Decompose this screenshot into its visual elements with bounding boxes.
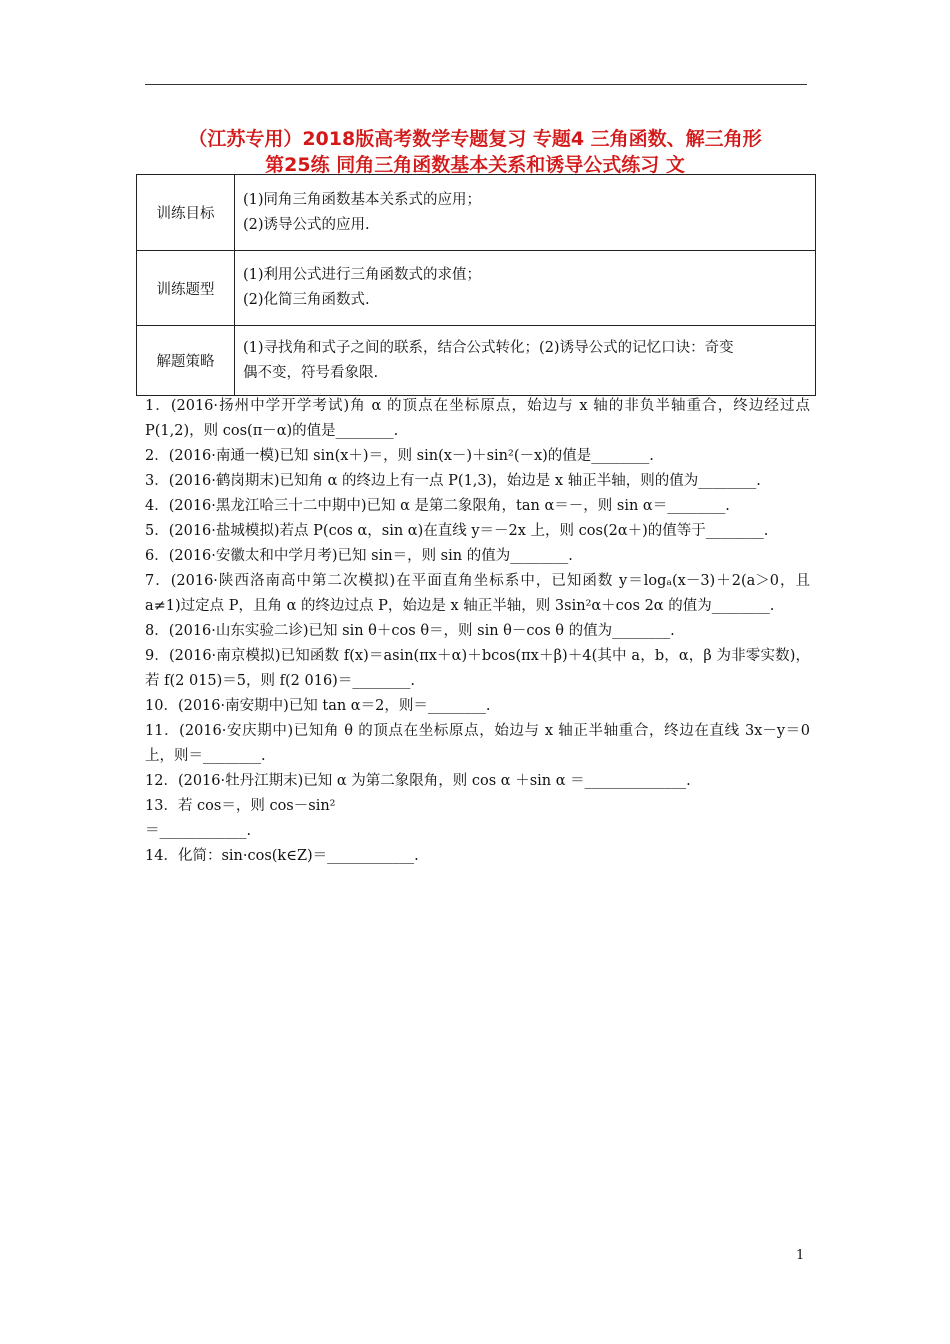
content-line: (1)寻找角和式子之间的联系，结合公式转化；(2)诱导公式的记忆口诀：奇变 (243, 339, 734, 356)
problem-1: 1．(2016·扬州中学开学考试)角 α 的顶点在坐标原点，始边与 x 轴的非负半轴重合，终边经过点 P(1,2)，则 cos(π－α)的值是________. (145, 398, 810, 439)
problem-8: 8．(2016·山东实验二诊)已知 sin θ＋cos θ＝，则 sin θ－cos θ 的值为________. (145, 623, 675, 639)
content-line: (1)利用公式进行三角函数式的求值； (243, 267, 482, 283)
problem-12: 12．(2016·牡丹江期末)已知 α 为第二象限角，则 cos α ＋sin α ＝______________. (145, 773, 691, 789)
row-label: 解题策略 (137, 326, 235, 396)
problem-list (145, 394, 810, 869)
problem-10: 10．(2016·南安期中)已知 tan α＝2，则＝________. (145, 698, 491, 714)
document-title-line1: （江苏专用）2018版高考数学专题复习 专题4 三角函数、解三角形 (188, 128, 762, 150)
page-number: 1 (796, 1248, 805, 1263)
content-line: 偶不变，符号看象限. (243, 364, 379, 381)
row-content (235, 326, 816, 396)
problem-6: 6．(2016·安徽太和中学月考)已知 sin＝，则 sin 的值为________. (145, 548, 573, 564)
table-row (137, 175, 816, 251)
problem-13-answer-line: ＝____________. (145, 823, 252, 839)
problem-14: 14．化简：sin·cos(k∈Z)＝____________. (145, 848, 419, 864)
document-title-line2: 第25练 同角三角函数基本关系和诱导公式练习 文 (265, 154, 685, 176)
problem-7: 7．(2016·陕西洛南高中第二次模拟)在平面直角坐标系中，已知函数 y＝logₐ(x－3)＋2(a＞0，且 a≠1)过定点 P，且角 α 的终边过点 P，始边是 x 轴正半轴，则 3sin²α＋cos 2α 的值为________. (145, 573, 810, 614)
content-line: (1)同角三角函数基本关系式的应用； (243, 191, 482, 208)
header-rule (145, 84, 807, 85)
problem-5: 5．(2016·盐城模拟)若点 P(cos α，sin α)在直线 y＝－2x 上，则 cos(2α＋)的值等于________. (145, 523, 769, 539)
content-line: (2)化简三角函数式. (243, 292, 370, 308)
table-row (137, 251, 816, 326)
problem-3: 3．(2016·鹤岗期末)已知角 α 的终边上有一点 P(1,3)，始边是 x 轴正半轴，则的值为________. (145, 473, 761, 489)
row-content (235, 175, 816, 251)
problem-13: 13．若 cos＝，则 cos－sin² (145, 798, 336, 814)
problem-9: 9．(2016·南京模拟)已知函数 f(x)＝asin(πx＋α)＋bcos(πx＋β)＋4(其中 a，b，α，β 为非零实数)，若 f(2 015)＝5，则 f(2 016)＝________. (145, 648, 810, 689)
row-content (235, 251, 816, 326)
row-label: 训练目标 (137, 175, 235, 251)
problem-2: 2．(2016·南通一模)已知 sin(x＋)＝，则 sin(x－)＋sin²(－x)的值是________. (145, 448, 654, 464)
content-line: (2)诱导公式的应用. (243, 216, 370, 233)
training-goals-table (136, 174, 816, 396)
problem-11: 11．(2016·安庆期中)已知角 θ 的顶点在坐标原点，始边与 x 轴正半轴重合，终边在直线 3x－y＝0 上，则＝________. (145, 723, 810, 764)
row-label: 训练题型 (137, 251, 235, 326)
problem-4: 4．(2016·黑龙江哈三十二中期中)已知 α 是第二象限角，tan α＝－，则 sin α＝________. (145, 498, 730, 514)
table-row (137, 326, 816, 396)
